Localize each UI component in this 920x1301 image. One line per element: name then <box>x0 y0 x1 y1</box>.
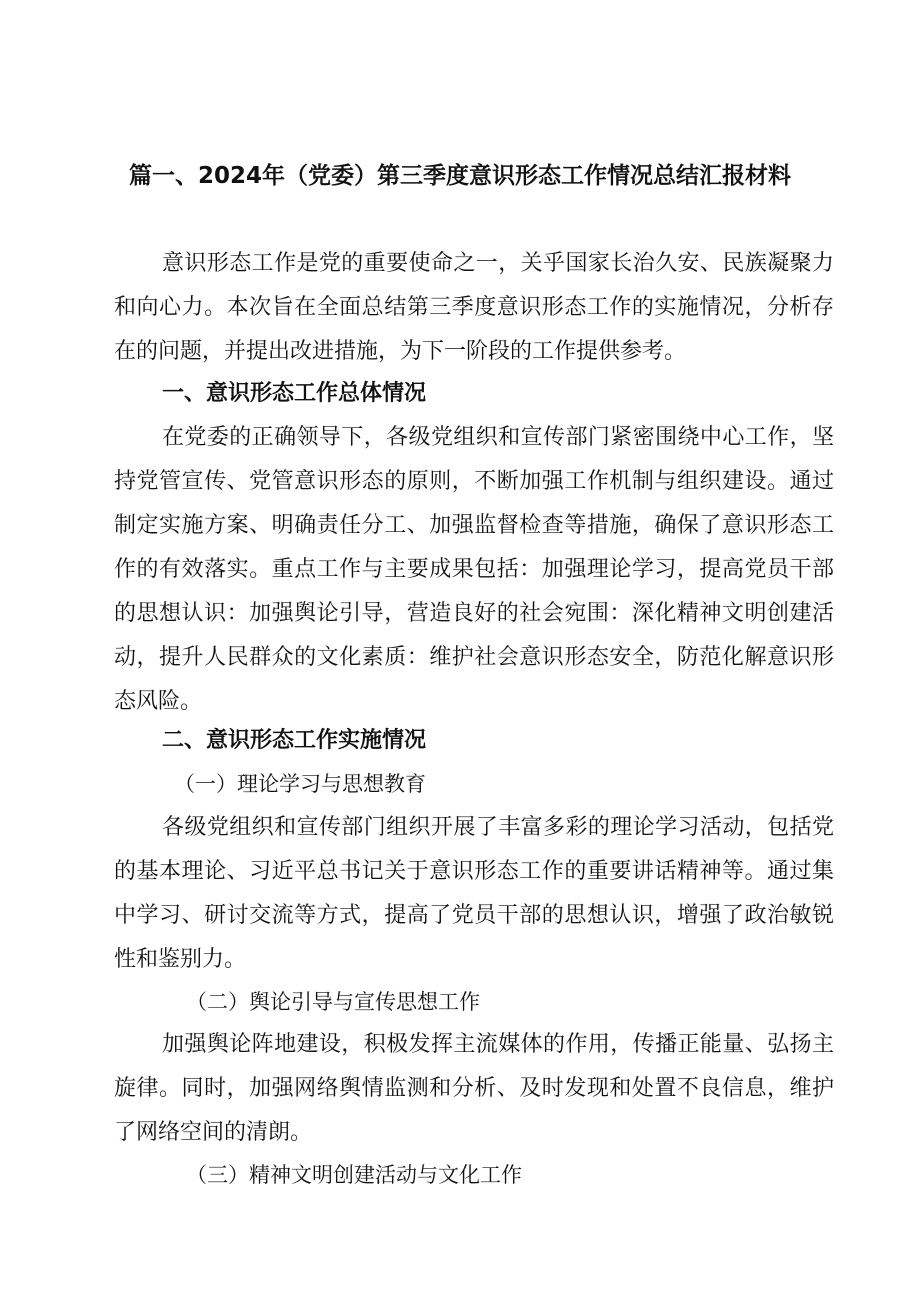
subsection-1-heading: （一）理论学习与思想教育 <box>174 772 426 796</box>
document-title: 篇一、2024年（党委）第三季度意识形态工作情况总结汇报材料 <box>128 163 791 189</box>
subsection-3-heading: （三）精神文明创建活动与文化工作 <box>186 1163 522 1187</box>
subsection-2-heading: （二）舆论引导与宣传思想工作 <box>186 990 480 1014</box>
section-1-paragraph: 在党委的正确领导下，各级党组织和宣传部门紧密围绕中心工作，坚持党管宣传、党管意识形态的原则，不断加强工作机制与组织建设。通过制定实施方案、明确责任分工、加强监督检查等措施，确保了意识形态工作的有效落实。重点工作与主要成果包括：加强理论学习，提高党员干部的思想认识：加强舆论引导，营造良好的社会宛围：深化精神文明创建活动，提升人民群众的文化素质：维护社会意识形态安全，防范化解意识形态风险。 <box>114 425 834 714</box>
section-1-heading: 一、意识形态工作总体情况 <box>162 381 427 406</box>
subsection-2-paragraph: 加强舆论阵地建设，积极发挥主流媒体的作用，传播正能量、弘扬主旋律。同时，加强网络舆情监测和分析、及时发现和处置不良信息，维护了网络空间的清朗。 <box>114 1032 834 1145</box>
section-2-heading: 二、意识形态工作实施情况 <box>162 728 427 753</box>
intro-paragraph: 意识形态工作是党的重要使命之一，关乎国家长治久安、民族凝聚力和向心力。本次旨在全面总结第三季度意识形态工作的实施情况，分析存在的问题，并提出改进措施，为下一阶段的工作提供参考。 <box>114 251 834 364</box>
subsection-1-paragraph: 各级党组织和宣传部门组织开展了丰富多彩的理论学习活动，包括党的基本理论、习近平总书记关于意识形态工作的重要讲话精神等。通过集中学习、研讨交流等方式，提高了党员干部的思想认识，增强了政治敏锐性和鉴别力。 <box>114 815 834 972</box>
